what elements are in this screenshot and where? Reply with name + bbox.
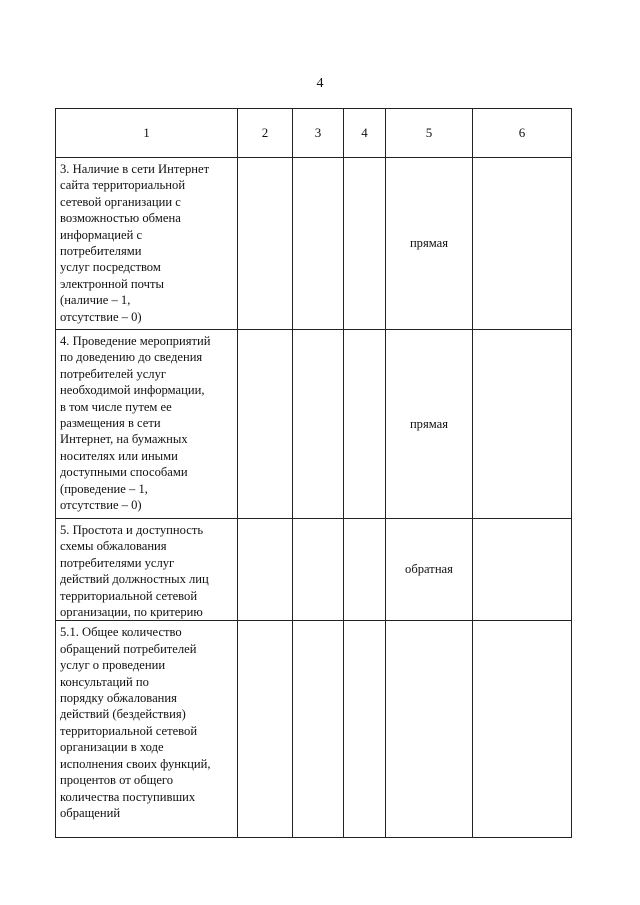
- column-header-1: 1: [56, 109, 238, 158]
- indicator-name-line: 4. Проведение мероприятий: [60, 334, 211, 348]
- cell-col-6: [473, 158, 572, 330]
- indicator-name-line: носителях или иными: [60, 448, 178, 463]
- indicator-name-line: по доведению до сведения: [60, 350, 203, 365]
- table-row: [56, 158, 572, 330]
- cell-col-2: [238, 519, 293, 621]
- direction-cell: обратная: [386, 519, 473, 621]
- indicator-name-line: потребителями: [60, 244, 142, 259]
- indicator-name-line: услуг о проведении: [60, 658, 166, 673]
- table-row: [56, 621, 572, 838]
- table-header-row: [56, 109, 572, 158]
- indicator-name-line: территориальной сетевой: [60, 723, 198, 738]
- indicator-name-line: исполнения своих функций,: [60, 756, 211, 771]
- indicator-name-cell: [56, 621, 238, 838]
- column-header-3: 3: [293, 109, 344, 158]
- indicator-name-line: необходимой информации,: [60, 383, 205, 398]
- cell-col-4: [344, 158, 386, 330]
- cell-col-6: [473, 621, 572, 838]
- indicator-name-line: сайта территориальной: [60, 178, 186, 193]
- indicator-name-line: процентов от общего: [60, 773, 174, 788]
- indicator-name-line: (проведение – 1,: [60, 481, 148, 496]
- indicator-name-line: размещения в сети: [60, 416, 161, 431]
- cell-col-3: [293, 330, 344, 519]
- cell-col-6: [473, 519, 572, 621]
- cell-col-3: [293, 158, 344, 330]
- indicator-name-line: 5. Простота и доступность: [60, 523, 204, 537]
- cell-col-2: [238, 158, 293, 330]
- indicator-name-line: сетевой организации с: [60, 194, 181, 209]
- indicator-name-line: консультаций по: [60, 674, 149, 689]
- direction-cell: [386, 621, 473, 838]
- indicator-name-cell: [56, 158, 238, 330]
- column-header-2: 2: [238, 109, 293, 158]
- indicator-name-cell: [56, 330, 238, 519]
- column-header-6: 6: [473, 109, 572, 158]
- table-row: [56, 519, 572, 621]
- indicator-name-line: в том числе путем ее: [60, 399, 172, 414]
- indicator-name-line: территориальной сетевой: [60, 588, 198, 603]
- indicator-name-line: организации в ходе: [60, 740, 164, 755]
- page-number: 4: [316, 76, 324, 91]
- cell-col-3: [293, 621, 344, 838]
- column-header-5: 5: [386, 109, 473, 158]
- indicator-name-line: отсутствие – 0): [60, 498, 142, 513]
- direction-cell: прямая: [386, 158, 473, 330]
- indicator-name-line: информацией с: [60, 227, 143, 242]
- indicator-name-line: услуг посредством: [60, 260, 161, 275]
- cell-col-2: [238, 621, 293, 838]
- cell-col-4: [344, 621, 386, 838]
- cell-col-4: [344, 519, 386, 621]
- indicator-name-line: организации, по критерию: [60, 605, 203, 620]
- table-row: [56, 330, 572, 519]
- indicator-name-line: порядку обжалования: [60, 691, 177, 706]
- cell-col-6: [473, 330, 572, 519]
- indicator-name-line: 3. Наличие в сети Интернет: [60, 162, 210, 176]
- direction-cell: прямая: [386, 330, 473, 519]
- indicator-name-line: электронной почты: [60, 276, 164, 291]
- indicator-name-line: доступными способами: [60, 465, 188, 480]
- cell-col-3: [293, 519, 344, 621]
- cell-col-4: [344, 330, 386, 519]
- indicator-name-line: 5.1. Общее количество: [60, 625, 182, 640]
- indicator-name-line: действий (бездействия): [60, 707, 186, 722]
- indicator-name-line: количества поступивших: [60, 789, 196, 804]
- indicator-name-line: обращений потребителей: [60, 641, 197, 656]
- indicator-name-line: отсутствие – 0): [60, 309, 142, 324]
- indicator-name-line: действий должностных лиц: [60, 572, 209, 587]
- column-header-4: 4: [344, 109, 386, 158]
- indicator-name-line: (наличие – 1,: [60, 293, 131, 308]
- indicator-name-line: Интернет, на бумажных: [60, 432, 188, 447]
- indicator-name-line: обращений: [60, 805, 121, 820]
- indicator-name-line: возможностью обмена: [60, 211, 181, 226]
- indicator-name-line: потребителями услуг: [60, 555, 175, 570]
- indicators-table: [55, 108, 572, 838]
- cell-col-2: [238, 330, 293, 519]
- indicator-name-line: потребителей услуг: [60, 366, 167, 381]
- indicator-name-cell: [56, 519, 238, 621]
- indicator-name-line: схемы обжалования: [60, 539, 167, 554]
